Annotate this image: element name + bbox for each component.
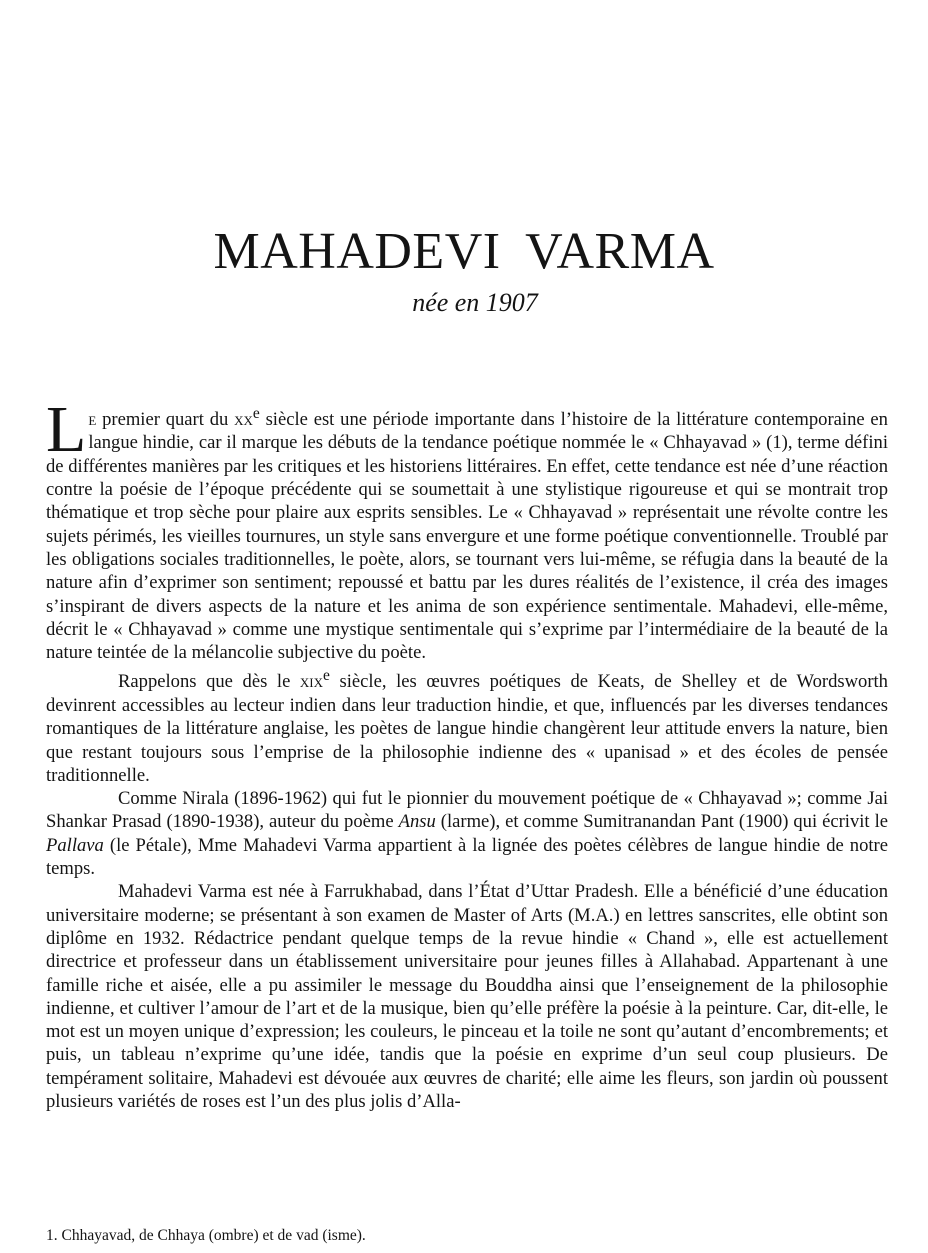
paragraph-1: [46, 393, 888, 664]
century-xx: xx: [234, 409, 253, 431]
paragraph-4: Mahadevi Varma est née à Farrukhabad, dans l’État d’Uttar Pradesh. Elle a bénéficié d’une éducation universitaire moderne; se présentant à son examen de Master of Arts (M.A.) en lettres sanscrites, elle obtint son diplôme en 1932. Rédactrice pendant quelque temps de la revue hindie « Chand », elle est actuellement directrice et professeur dans un établissement universitaire pour jeunes filles à Allahabad. Appartenant à une famille riche et aisée, elle a pu assimiler le message du Bouddha ainsi que l’enseignement de la philosophie indienne, et cultiver l’amour de l’art et de la musique, bien qu’elle préfère la poésie à la peinture. Car, dit-elle, le mot est un moyen unique d’expression; les couleurs, le pinceau et la toile ne sont qu’autant d’encombrements; et puis, un tableau n’exprime qu’une idée, tandis que la poésie en exprime d’un seul coup plusieurs. De tempérament solitaire, Mahadevi est dévouée aux œuvres de charité; elle aime les fleurs, son jardin où poussent plusieurs variétés de roses est l’un des plus jolis d’Alla-: [46, 881, 888, 1112]
body-text: [46, 393, 888, 1113]
paragraph-1-text-b: siècle est une période importante dans l’histoire de la littérature contemporaine en langue hindie, car il marque les débuts de la tendance poétique nommée le « Chhayavad » (1), terme défini de différentes manières par les critiques et les historiens littéraires. En effet, cette tendance est née d’une réaction contre la poésie de l’époque précédente qui se soumettait à une stylistique rigoureuse et qui se montrait trop thématique et trop sèche pour plaire aux esprits sensibles. Le « Chhayavad » représentait une révolte contre les sujets périmés, les vieilles tournures, un style sans envergure et une forme poétique conventionnelle. Troublé par les obligations sociales traditionnelles, le poète, alors, se tournant vers lui-même, se réfugia dans la beauté de la nature afin d’exprimer son sentiment; repoussé et battu par les dures réalités de l’existence, il créa des images s’inspirant de divers aspects de la nature et les anima de son expérience sentimentale. Mahadevi, elle-même, décrit le « Chhayavad » comme une mystique sentimentale qui s’exprime par l’intermédiaire de la beauté de la nature teintée de la mélancolie subjective du poète.: [46, 409, 888, 664]
paragraph-3-text-b: (larme), et comme Sumitranandan Pant (1900) qui écrivit le: [435, 811, 888, 833]
paragraph-2: [46, 664, 888, 787]
century-xix: xix: [299, 671, 324, 693]
page-subtitle: née en 1907: [412, 288, 538, 317]
paragraph-3-text-c: (le Pétale), Mme Mahadevi Varma appartient à la lignée des poètes célèbres de langue hindie de notre temps.: [46, 834, 888, 880]
paragraph-2-text-b: siècle, les œuvres poétiques de Keats, de Shelley et de Wordsworth devinrent accessibles au lecteur indien dans leur traduction hindie, et que, influencés par les diverses tendances romantiques de la littérature anglaise, les poètes de langue hindie changèrent leur attitude envers la nature, bien que restant toujours sous l’emprise de la philosophie indienne des « upanisad » et des écoles de pensée traditionnelle.: [46, 671, 888, 786]
work-title-ansu: Ansu: [398, 811, 436, 833]
page-title: MAHADEVI VARMA: [213, 223, 715, 280]
paragraph-3: [46, 787, 888, 880]
lead-smallcaps: e: [88, 409, 97, 431]
paragraph-3-text-a: Comme Nirala (1896-1962) qui fut le pionnier du mouvement poétique de « Chhayavad »; comme Jai Shankar Prasad (1890-1938), auteur du poème: [46, 788, 888, 833]
footnote: 1. Chhayavad, de Chhaya (ombre) et de vad (isme).: [46, 1227, 366, 1244]
century-xx-sup: e: [252, 405, 260, 422]
century-xix-sup: e: [323, 667, 330, 685]
paragraph-2-text-a: Rappelons que dès le: [118, 671, 300, 693]
work-title-pallava: Pallava: [46, 834, 104, 856]
drop-cap: L: [46, 393, 87, 466]
paragraph-1-text-a: premier quart du: [96, 409, 235, 431]
